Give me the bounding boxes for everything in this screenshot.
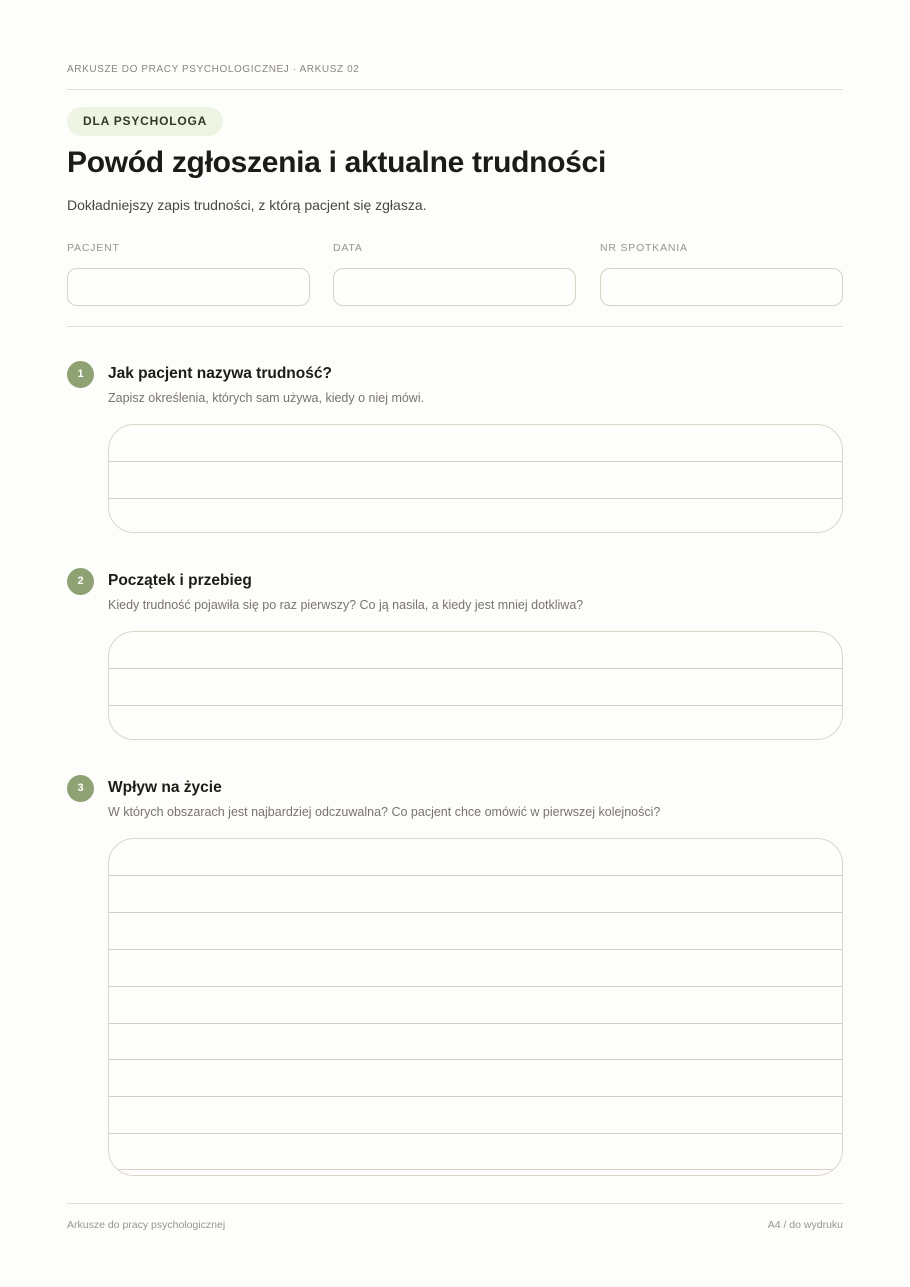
session-number-field <box>600 242 843 306</box>
date-input[interactable] <box>333 268 576 306</box>
header-divider <box>67 89 843 90</box>
breadcrumb: ARKUSZE DO PRACY PSYCHOLOGICZNEJ · ARKUSZ 02 <box>67 64 360 75</box>
writing-line <box>109 1096 842 1097</box>
section-title: Wpływ na życie <box>108 779 222 796</box>
writing-line <box>109 986 842 987</box>
answer-box[interactable] <box>108 838 843 1176</box>
writing-line <box>109 498 842 499</box>
footer-divider <box>67 1203 843 1204</box>
writing-line <box>109 461 842 462</box>
page-title: Powód zgłoszenia i aktualne trudności <box>67 146 606 179</box>
session-number-label: NR SPOTKANIA <box>600 242 688 254</box>
section-title: Jak pacjent nazywa trudność? <box>108 365 332 382</box>
writing-line <box>109 705 842 706</box>
footer <box>67 1219 843 1231</box>
session-number-input[interactable] <box>600 268 843 306</box>
section-number-badge: 3 <box>67 775 94 802</box>
writing-line <box>109 1169 842 1170</box>
writing-line <box>109 875 842 876</box>
audience-badge: DLA PSYCHOLOGA <box>67 107 223 136</box>
writing-line <box>109 1059 842 1060</box>
section-hint: Zapisz określenia, których sam używa, kiedy o niej mówi. <box>108 391 425 405</box>
writing-line <box>109 668 842 669</box>
section-number-badge: 1 <box>67 361 94 388</box>
section-number-badge: 2 <box>67 568 94 595</box>
fields-divider <box>67 326 843 327</box>
answer-box[interactable] <box>108 424 843 533</box>
date-field <box>333 242 576 306</box>
page-subtitle: Dokładniejszy zapis trudności, z którą pacjent się zgłasza. <box>67 197 427 213</box>
patient-field <box>67 242 310 306</box>
worksheet-page <box>67 0 843 1287</box>
date-label: DATA <box>333 242 363 254</box>
writing-line <box>109 949 842 950</box>
answer-box[interactable] <box>108 631 843 740</box>
patient-label: PACJENT <box>67 242 120 254</box>
writing-line <box>109 1023 842 1024</box>
footer-right-text: A4 / do wydruku <box>767 1219 843 1231</box>
writing-line <box>109 1133 842 1134</box>
footer-left-text: Arkusze do pracy psychologicznej <box>67 1219 226 1231</box>
patient-input[interactable] <box>67 268 310 306</box>
writing-line <box>109 912 842 913</box>
section-title: Początek i przebieg <box>108 572 252 589</box>
section-hint: Kiedy trudność pojawiła się po raz pierwszy? Co ją nasila, a kiedy jest mniej dotkliwa? <box>108 598 584 612</box>
section-hint: W których obszarach jest najbardziej odczuwalna? Co pacjent chce omówić w pierwszej kolejności? <box>108 805 661 819</box>
